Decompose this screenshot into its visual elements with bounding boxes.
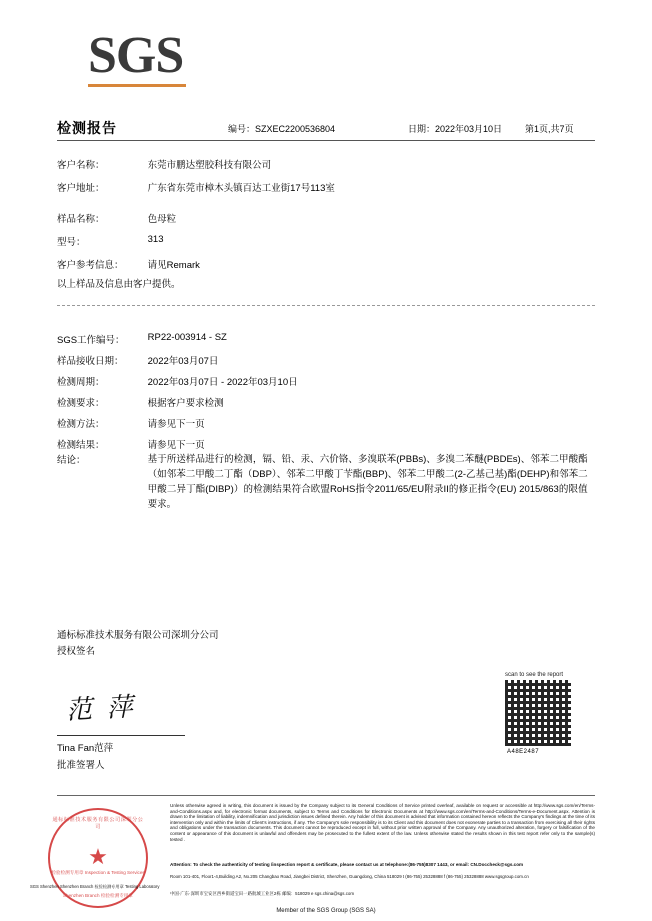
- sgs-logo-text: SGS: [88, 27, 184, 84]
- stamp-middle-text: 检验检测专用章 Inspection & Testing Services: [51, 870, 145, 875]
- office-address-cn: 中国·广东·深圳市宝安区西乡街道宝田一路航城工业区2栋 邮编：518029 e sgs.china@sgs.com: [170, 891, 355, 896]
- conclusion-text: 基于所送样品进行的检测，镉、铅、汞、六价铬、多溴联苯(PBBs)、多溴二苯醚(PBDEs)、邻苯二甲酸酯（如邻苯二甲酸二丁酯（DBP）、邻苯二甲酸丁苄酯(BBP)、邻苯二甲酸二(2-乙基己基)酯(DEHP)和邻苯二甲酸二异丁酯(DIBP)）的检测结果符合欧盟RoHS指令2011/65/EU附录II的修正指令(EU) 2015/863的限值要求。: [147, 454, 588, 510]
- star-icon: ★: [88, 843, 108, 869]
- field-test-requested: [57, 395, 595, 409]
- office-address-en: Room 101-401, Floor1-4,Building A2, No.205 Changbao Road, Jiangbei District, Shenzhen, Guangdong, China 518029 t (86-755) 25328888 f (86-755) 25328888 www.sgsgroup.com.cn: [170, 874, 529, 879]
- divider-footer: [57, 795, 595, 796]
- conclusion-block: [57, 452, 595, 512]
- field-client-address: [57, 180, 595, 194]
- field-value: 2022年03月07日: [147, 356, 219, 367]
- qr-caption: scan to see the report: [505, 672, 564, 678]
- field-value: 色母粒: [147, 214, 177, 225]
- field-label: 检测结果：: [57, 440, 105, 451]
- conclusion-label: 结论：: [57, 455, 86, 466]
- sgs-logo-rule: [88, 84, 186, 87]
- official-stamp: [48, 808, 148, 908]
- page-title: 检测报告: [57, 120, 117, 136]
- field-label: 型号：: [57, 237, 86, 248]
- signer-role: 批准签署人: [57, 760, 105, 771]
- field-value: 请参见下一页: [147, 419, 205, 430]
- field-value: 313: [147, 234, 164, 245]
- field-testing-period: [57, 374, 595, 388]
- legal-contact: Attention: To check the authenticity of testing /inspection report & certificate, please contact us at telephone:(86-755)8307 1443, or email: CN.Doccheck@sgs.com: [170, 862, 524, 867]
- field-value: 东莞市鹏达塑胶科技有限公司: [147, 160, 272, 171]
- field-value: 请见Remark: [147, 260, 200, 271]
- authorized-signature-label: 授权签名: [57, 646, 96, 657]
- field-test-results: [57, 437, 595, 451]
- field-label: SGS工作编号：: [57, 335, 125, 346]
- field-client-reference: [57, 257, 595, 271]
- stamp-top-text: 通标标准技术服务有限公司深圳分公司: [52, 817, 144, 830]
- field-label: 检测方法：: [57, 419, 105, 430]
- field-value: RP22-003914 - SZ: [147, 332, 227, 343]
- signing-company: 通标标准技术服务有限公司深圳分公司: [57, 630, 219, 641]
- field-client-name: [57, 157, 595, 171]
- qr-code[interactable]: [505, 680, 571, 746]
- field-value: 根据客户要求检测: [147, 398, 224, 409]
- sgs-group-member: Member of the SGS Group (SGS SA): [276, 908, 376, 914]
- divider-header: [57, 140, 595, 141]
- report-date: 日期：2022年03月10日: [408, 124, 503, 134]
- page-counter: 第1页,共7页: [525, 124, 574, 134]
- field-label: 样品接收日期：: [57, 356, 124, 367]
- field-label: 客户参考信息：: [57, 260, 124, 271]
- divider-middle: [57, 305, 595, 306]
- sample-provided-note: 以上样品及信息由客户提供。: [57, 279, 181, 290]
- sgs-logo: [88, 27, 186, 87]
- field-label: 客户名称：: [57, 160, 105, 171]
- signature-line: [57, 735, 185, 736]
- field-label: 检测周期：: [57, 377, 105, 388]
- field-value: 请参见下一页: [147, 440, 205, 451]
- field-value: 广东省东莞市樟木头镇百达工业街17号113室: [147, 183, 335, 194]
- stamp-bottom-text: Shenzhen Branch 检验检测专用章: [63, 893, 133, 898]
- field-sgs-job-no: [57, 332, 595, 346]
- field-test-method: [57, 416, 595, 430]
- field-sample-name: [57, 211, 595, 225]
- field-label: 检测要求：: [57, 398, 105, 409]
- field-sample-received-date: [57, 353, 595, 367]
- report-number: 编号：SZXEC2200536804: [228, 124, 336, 134]
- field-label: 客户地址：: [57, 183, 105, 194]
- field-value: 2022年03月07日 - 2022年03月10日: [147, 377, 298, 388]
- signer-name: Tina Fan范萍: [57, 743, 114, 754]
- legal-text: Unless otherwise agreed in writing, this document is issued by the Company subject to its General Conditions of Service printed overleaf, available on request or accessible at http://www.sgs.com/en/Terms-and-Conditions.aspx and, for electronic format documents, subject to Terms and Conditions for Electronic Documents at http://www.sgs.com/en/Terms-and-Conditions/Terms-e-Document.aspx. Attention is drawn to the limitation of liability, indemnification and jurisdiction issues defined therein. Any holder of this document is advised that information contained hereon reflects the Company's findings at the time of its intervention only and within the limits of Client's instructions, if any. The Company's sole responsibility is to its Client and this document does not exonerate parties to a transaction from exercising all their rights and obligations under the transaction documents. This document cannot be reproduced except in full, without prior written approval of the Company. Any unauthorized alteration, forgery or falsification of the content or appearance of this document is unlawful and offenders may be prosecuted to the fullest extent of the law. Unless otherwise stated the results shown in this test report refer only to the sample(s) tested .: [170, 803, 595, 842]
- qr-code-id: A48E2487: [507, 749, 540, 755]
- footer-left-note: SGS Shenzhen Shenzhen Branch 检验检测专用章 Testing Laboratory: [30, 884, 160, 889]
- field-model: [57, 234, 595, 248]
- field-label: 样品名称：: [57, 214, 105, 225]
- handwritten-signature: 范 萍: [65, 692, 138, 725]
